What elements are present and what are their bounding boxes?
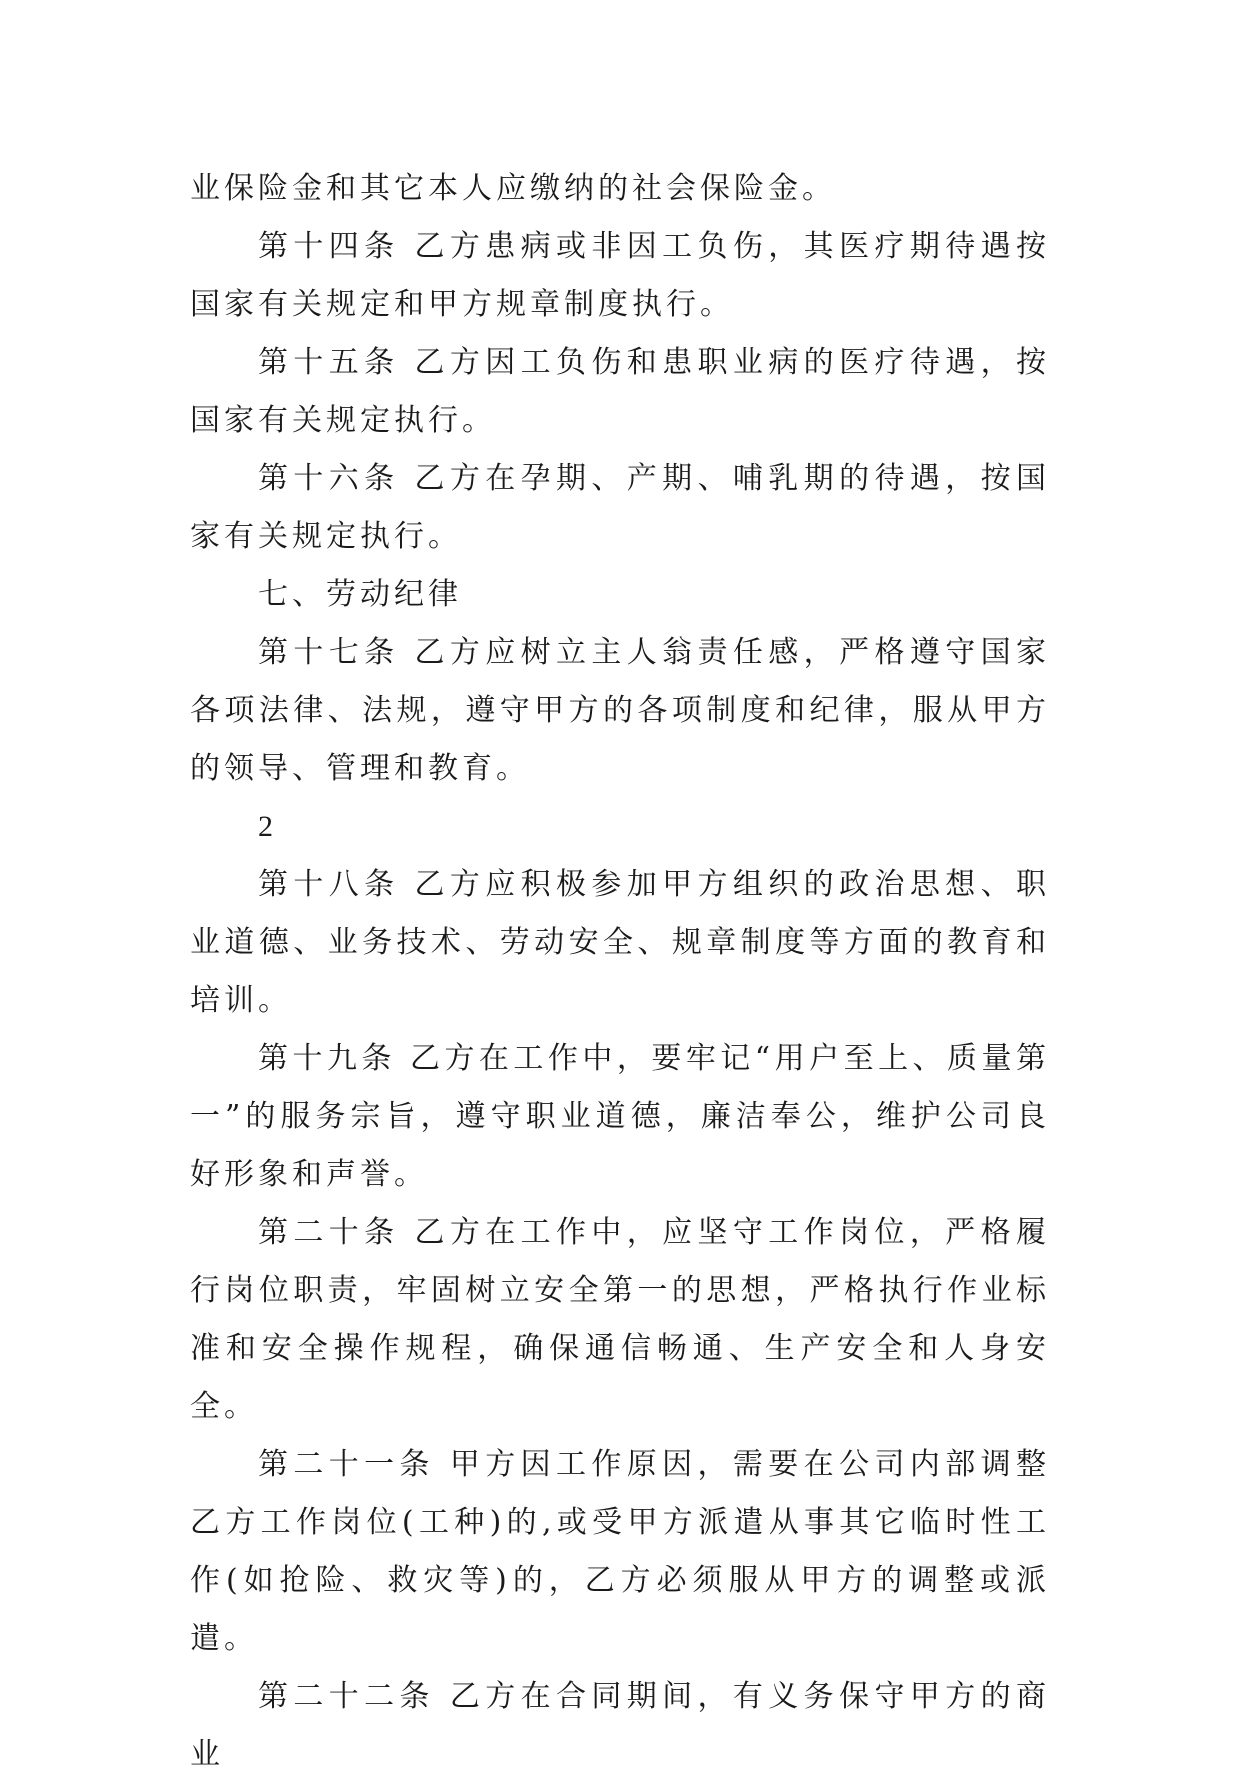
article-20: 第二十条 乙方在工作中，应坚守工作岗位，严格履行岗位职责，牢固树立安全第一的思想，严格执行作业标准和安全操作规程，确保通信畅通、生产安全和人身安全。 [190,1215,1050,1424]
article-17: 第十七条 乙方应树立主人翁责任感，严格遵守国家各项法律、法规，遵守甲方的各项制度和纪律，服从甲方的领导、管理和教育。 [190,635,1050,786]
section-heading-labor-discipline: 七、劳动纪律 [258,577,462,612]
article-19: 第十九条 乙方在工作中，要牢记“用户至上、质量第一”的服务宗旨，遵守职业道德，廉洁奉公，维护公司良好形象和声誉。 [190,1041,1050,1192]
article-22: 第二十二条 乙方在合同期间，有义务保守甲方的商业 [190,1679,1050,1772]
document-body [190,160,1050,1784]
article-21: 第二十一条 甲方因工作原因，需要在公司内部调整乙方工作岗位(工种)的,或受甲方派遣从事其它临时性工作(如抢险、救灾等)的，乙方必须服从甲方的调整或派遣。 [190,1447,1050,1656]
article-16: 第十六条 乙方在孕期、产期、哺乳期的待遇，按国家有关规定执行。 [190,461,1050,554]
article-18: 第十八条 乙方应积极参加甲方组织的政治思想、职业道德、业务技术、劳动安全、规章制度等方面的教育和培训。 [190,867,1050,1018]
page-number: 2 [258,810,277,843]
article-15: 第十五条 乙方因工负伤和患职业病的医疗待遇，按国家有关规定执行。 [190,345,1050,438]
article-14: 第十四条 乙方患病或非因工负伤，其医疗期待遇按国家有关规定和甲方规章制度执行。 [190,229,1050,322]
paragraph-continuation: 业保险金和其它本人应缴纳的社会保险金。 [190,171,836,206]
